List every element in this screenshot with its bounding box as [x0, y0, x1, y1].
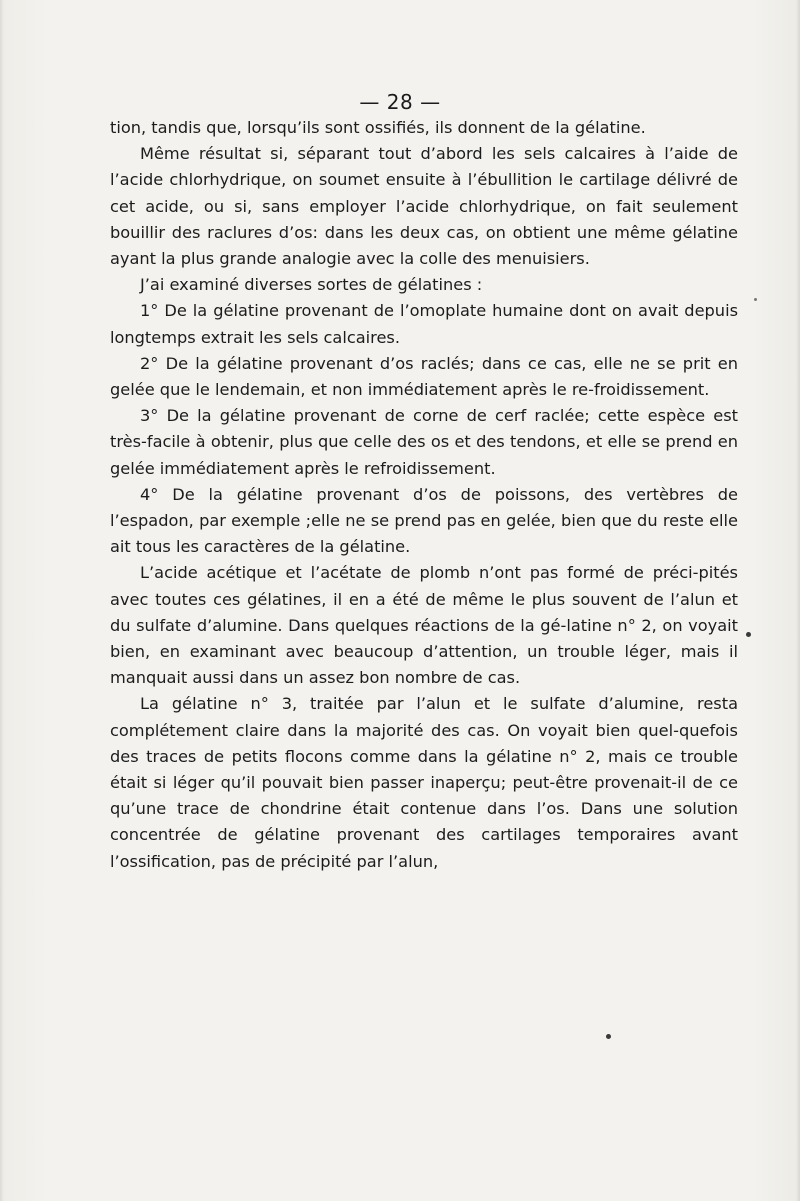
list-item: 3° De la gélatine provenant de corne de cerf raclée; cette espèce est très-facile à obtenir, plus que celle des os et des tendons, et elle se prend en gelée immédiatement après le refroidissement.	[110, 406, 738, 478]
body-text	[110, 115, 738, 875]
list-item: 2° De la gélatine provenant d’os raclés; dans ce cas, elle ne se prit en gelée que le lendemain, et non immédiatement après le re-froidissement.	[110, 353, 738, 400]
paragraph: Même résultat si, séparant tout d’abord les sels calcaires à l’aide de l’acide chlorhydrique, on soumet ensuite à l’ébullition le cartilage délivré de cet acide, ou si, sans employer l’acide chlorhydrique, on fait seulement bouillir des raclures d’os: dans les deux cas, on obtient une même gélatine ayant la plus grande analogie avec la colle des menuisiers.	[110, 144, 738, 269]
paragraph-continuation: tion, tandis que, lorsqu’ils sont ossifiés, ils donnent de la gélatine.	[110, 118, 646, 137]
paragraph: J’ai examiné diverses sortes de gélatines :	[140, 275, 483, 295]
list-item: 4° De la gélatine provenant d’os de poissons, des vertèbres de l’espadon, par exemple ;elle ne se prend pas en gelée, bien que du reste elle ait tous les caractères de la gélatine.	[110, 484, 738, 557]
paper-speck	[746, 632, 751, 637]
page-number: — 28 —	[359, 90, 441, 114]
paper-speck	[754, 298, 757, 301]
right-page-edge	[796, 0, 800, 1201]
list-item: 1° De la gélatine provenant de l’omoplate humaine dont on avait depuis longtemps extrait les sels calcaires.	[110, 301, 738, 347]
paper-speck	[606, 1034, 611, 1039]
left-page-edge	[0, 0, 4, 1201]
paragraph: La gélatine n° 3, traitée par l’alun et le sulfate d’alumine, resta complétement claire dans la majorité des cas. On voyait bien quel-quefois des traces de petits flocons comme dans la gélatine n° 2, mais ce trouble était si léger qu’il pouvait bien passer inaperçu; peut-être provenait-il de ce qu’une trace de chondrine était contenue dans l’os. Dans une solution concentrée de gélatine provenant des cartilages temporaires avant l’ossification, pas de précipité par l’alun,	[110, 694, 738, 871]
paragraph: L’acide acétique et l’acétate de plomb n’ont pas formé de préci-pités avec toutes ces gélatines, il en a été de même le plus souvent de l’alun et du sulfate d’alumine. Dans quelques réactions de la gé-latine n° 2, on voyait bien, en examinant avec beaucoup d’attention, un trouble léger, mais il manquait aussi dans un assez bon nombre de cas.	[110, 563, 738, 688]
